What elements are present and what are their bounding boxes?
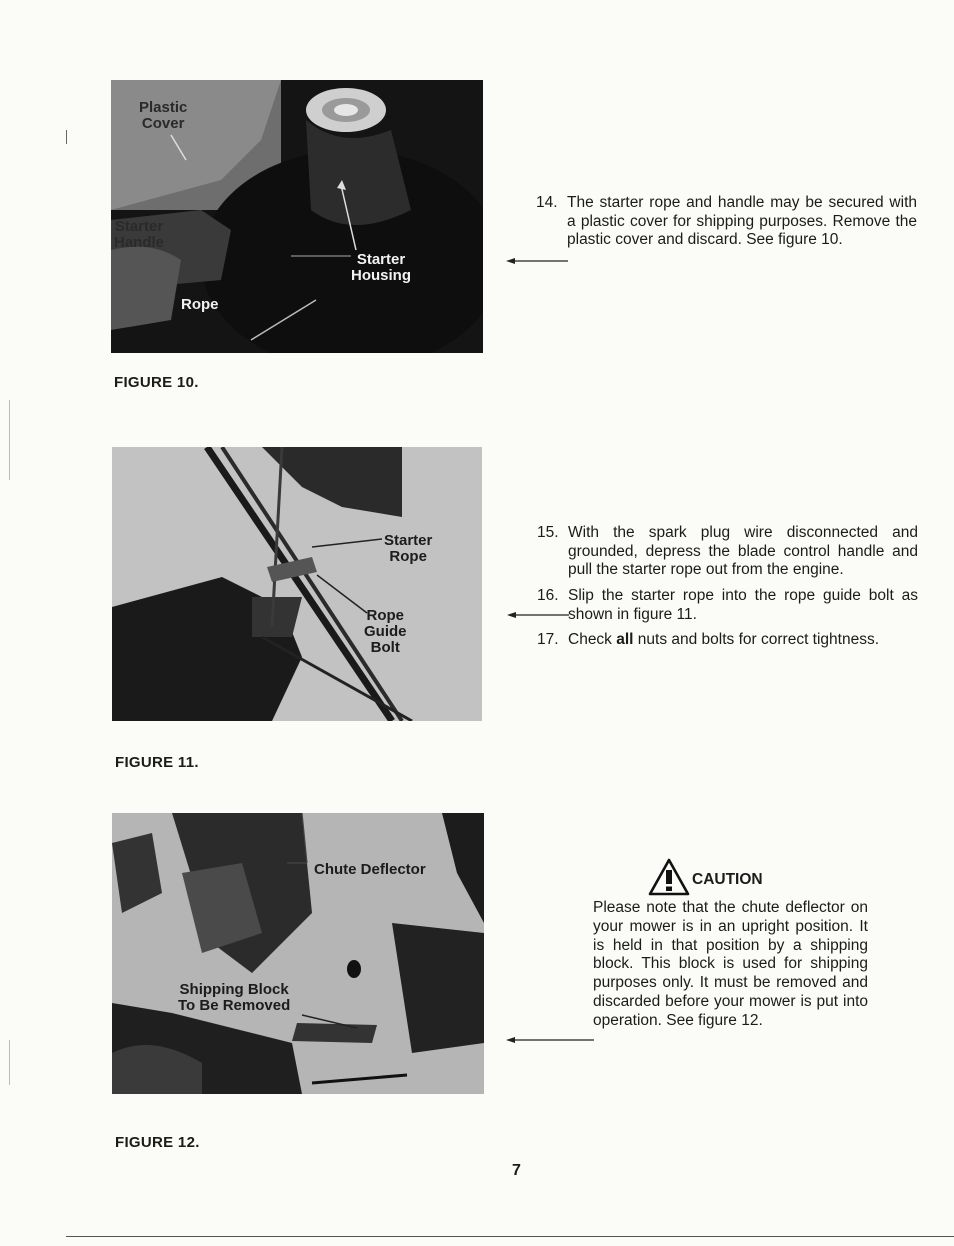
figure-12-caption: FIGURE 12. xyxy=(115,1134,200,1151)
label-rope: Rope xyxy=(181,296,219,313)
step-16 xyxy=(537,587,919,627)
figure-10-caption: FIGURE 10. xyxy=(114,374,199,391)
label-chute-deflector: Chute Deflector xyxy=(314,861,426,878)
margin-mark xyxy=(66,130,67,144)
label-starter-handle: Starter Handle xyxy=(114,218,165,251)
figure-12-photo xyxy=(112,813,484,1094)
label-starter-rope: Starter Rope xyxy=(384,532,433,565)
pointer-arrow xyxy=(506,256,568,266)
step-text-after: nuts and bolts for correct tightness. xyxy=(633,631,880,648)
figure-10-photo xyxy=(111,80,483,353)
figure-12-illustration xyxy=(112,813,484,1094)
step-text-before: Check xyxy=(568,631,617,648)
warning-triangle-icon xyxy=(648,858,690,901)
page-number: 7 xyxy=(512,1162,521,1179)
label-rope-guide-bolt: Rope Guide Bolt xyxy=(364,607,407,656)
step-number: 14. xyxy=(536,194,558,211)
step-text-bold: all xyxy=(616,631,634,648)
step-17 xyxy=(537,631,919,651)
pointer-arrow xyxy=(507,610,569,620)
step-text: The starter rope and handle may be secured with a plastic cover for shipping purposes. Remove the plastic cover and discard. See figure 10. xyxy=(567,194,917,249)
step-text xyxy=(568,631,928,650)
pointer-arrow xyxy=(506,1035,594,1045)
step-14 xyxy=(536,194,918,274)
figure-11-photo xyxy=(112,447,482,721)
margin-mark xyxy=(9,1040,10,1085)
caution-body: Please note that the chute deflector on your mower is in an upright position. It is held in that position by a shipping block. This block is used for shipping purposes only. It must be removed and discarded before your mower is put into operation. See figure 12. xyxy=(593,899,868,1029)
label-starter-housing: Starter Housing xyxy=(351,251,411,284)
label-shipping-block: Shipping Block To Be Removed xyxy=(178,981,291,1014)
step-text: Slip the starter rope into the rope guide bolt as shown in figure 11. xyxy=(568,587,918,623)
figure-11-illustration xyxy=(112,447,482,721)
step-number: 16. xyxy=(537,587,559,604)
margin-mark xyxy=(9,400,10,480)
figure-11-caption: FIGURE 11. xyxy=(115,754,199,771)
label-plastic-cover: Plastic Cover xyxy=(139,99,188,132)
caution-heading: CAUTION xyxy=(692,871,763,888)
step-number: 17. xyxy=(537,631,559,648)
step-number: 15. xyxy=(537,524,559,541)
step-15 xyxy=(537,524,919,584)
step-text: With the spark plug wire disconnected and grounded, depress the blade control handle and pull the starter rope out from the engine. xyxy=(568,524,918,579)
bottom-rule xyxy=(66,1236,954,1237)
